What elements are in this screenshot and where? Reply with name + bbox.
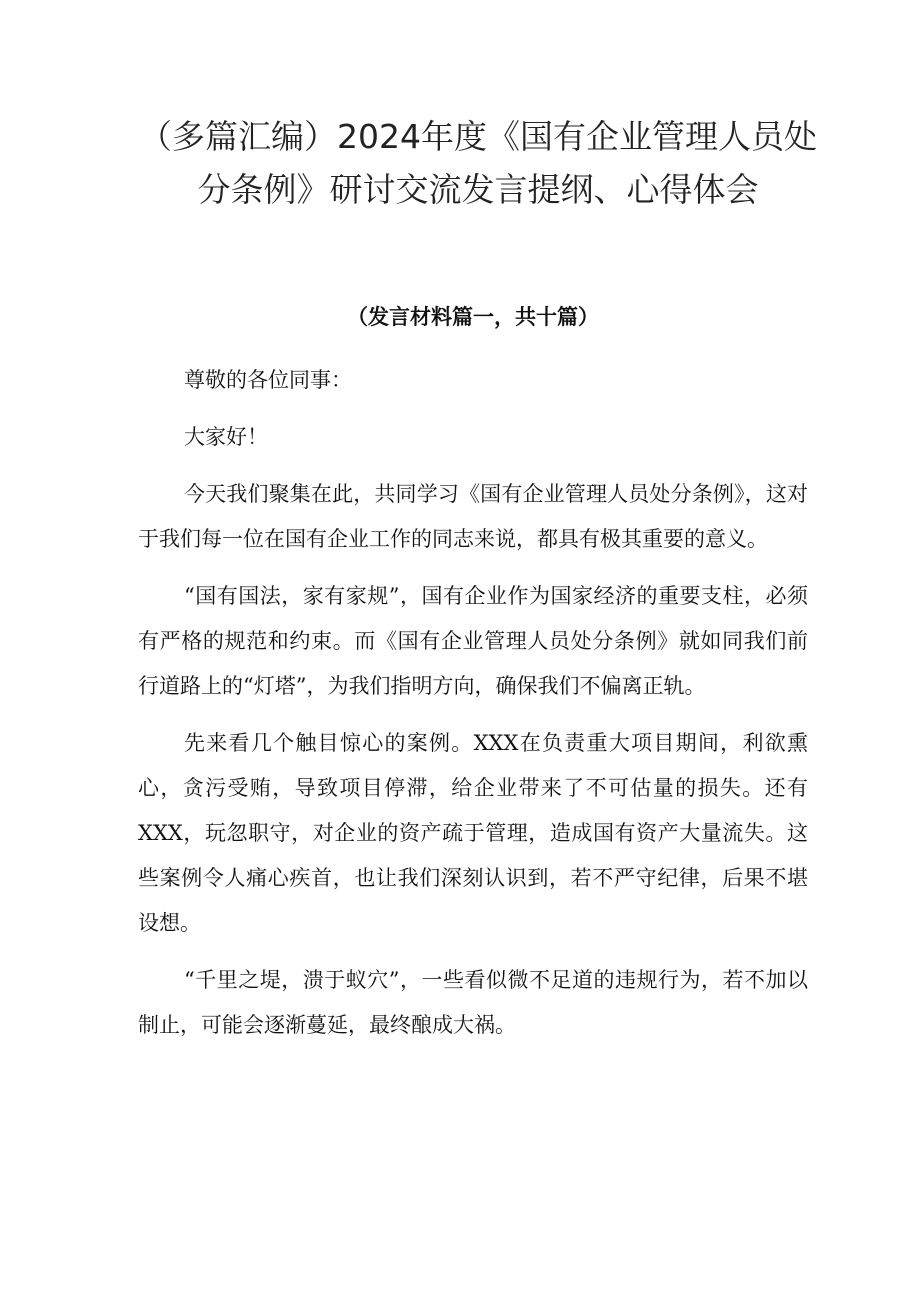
paragraph-3: 先来看几个触目惊心的案例。XXX在负责重大项目期间，利欲熏心，贪污受贿，导致项目停滞，给企业带来了不可估量的损失。还有XXX，玩忽职守，对企业的资产疏于管理，造成国有资产大量流失。这些案例令人痛心疾首，也让我们深刻认识到，若不严守纪律，后果不堪设想。	[138, 731, 808, 935]
paragraph-1: 今天我们聚集在此，共同学习《国有企业管理人员处分条例》，这对于我们每一位在国有企业工作的同志来说，都具有极其重要的意义。	[138, 482, 808, 551]
greeting: 大家好！	[184, 425, 268, 449]
document-title: （多篇汇编）2024年度《国有企业管理人员处分条例》研讨交流发言提纲、心得体会	[139, 117, 817, 209]
document-subtitle: （发言材料篇一，共十篇）	[347, 304, 599, 329]
paragraph-4: “千里之堤，溃于蚁穴”，一些看似微不足道的违规行为，若不加以制止，可能会逐渐蔓延，最终酿成大祸。	[138, 968, 808, 1037]
document-body	[138, 358, 808, 1048]
paragraph-2: “国有国法，家有家规”，国有企业作为国家经济的重要支柱，必须有严格的规范和约束。而《国有企业管理人员处分条例》就如同我们前行道路上的“灯塔”，为我们指明方向，确保我们不偏离正轨。	[138, 584, 808, 698]
salutation: 尊敬的各位同事：	[184, 368, 352, 392]
